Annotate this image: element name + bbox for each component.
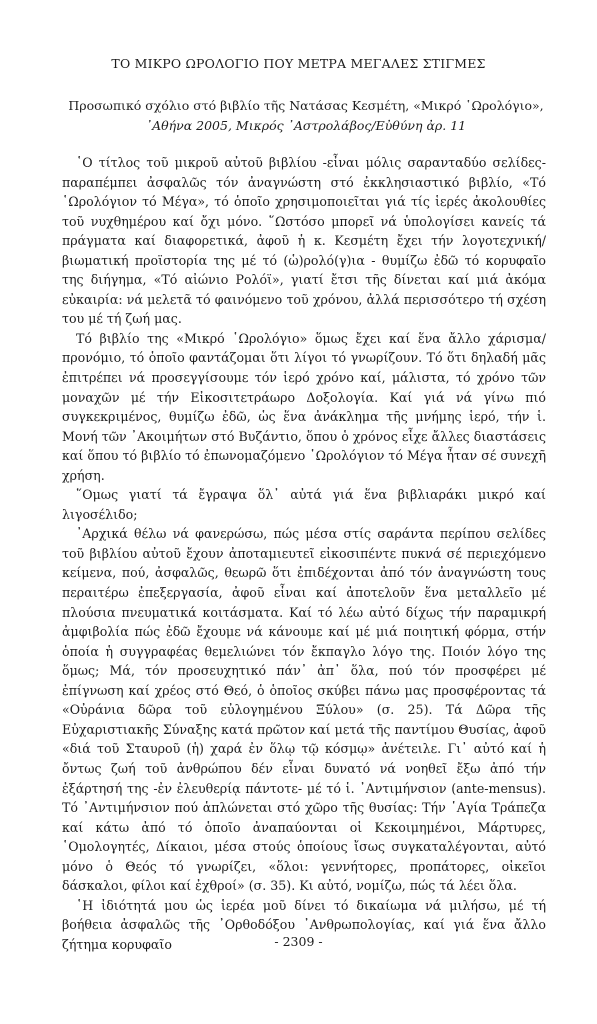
paragraph-3: ῞Ομως γιατί τά ἔγραψα ὅλ᾿ αὐτά γιά ἕνα βιβλιαράκι μικρό καί λιγοσέλιδο; (62, 487, 546, 522)
paragraph-1: ῾Ο τίτλος τοῦ μικροῦ αὐτοῦ βιβλίου -εἶναι μόλις σαρανταδύο σελίδες- παραπέμπει ἀσφαλῶς τόν ἀναγνώστη στό ἐκκλησιαστικό βιβλίο, «Τό ῾Ωρολόγιον τό Μέγα», τό ὁποῖο χρησιμοποιεῖται γιά τίς ἱερές ἀκολουθίες τοῦ νυχθημέρου καί ὄχι μόνο. ῞Ωστόσο μπορεῖ νά ὑπολογίσει κανείς τά πράγματα καί διαφορετικά, ἀφοῦ ἡ κ. Κεσμέτη ἔχει τήν λογοτεχνική/βιωματική προϊστορία της μέ τό (ὡ)ρολό(γ)ια - θυμίζω ἐδῶ τό κορυφαῖο της διήγημα, «Τό αἰώνιο Ρολόϊ», γιατί ἔτσι τῆς δίνεται καί μιά ἀκόμα εὐκαιρία: νά μελετᾶ τό φαινόμενο τοῦ χρόνου, ἀλλά περισσότερο τή σχέση του μέ τή ζωή μας. (62, 155, 546, 327)
subtitle-line-1: Προσωπικό σχόλιο στό βιβλίο τῆς Νατάσας Κεσμέτη, «Μικρό ῾Ωρολόγιο», (68, 98, 544, 113)
subtitle-line-2: ᾿Αθήνα 2005, Μικρός ᾿Αστρολάβος/Εὐθύνη ἀρ. 11 (145, 118, 467, 133)
article-subtitle (55, 96, 557, 136)
paragraph-2: Τό βιβλίο της «Μικρό ῾Ωρολόγιο» ὅμως ἔχει καί ἕνα ἄλλο χάρισμα/προνόμιο, τό ὁποῖο φαντάζομαι ὅτι λίγοι τό γνωρίζουν. Τό ὅτι δηλαδή μᾶς ἐπιτρέπει νά προσεγγίσουμε τόν ἱερό χρόνο καί, μάλιστα, τό χρόνο τῶν μοναχῶν μέ τήν Εἰκοσιτετράωρο Δοξολογία. Καί γιά νά γίνω πιό συγκεκριμένος, θυμίζω ἐδῶ, ὡς ἕνα ἀνάκλημα τῆς μνήμης ἱερό, τήν ἱ. Μονή τῶν ᾿Ακοιμήτων στό Βυζάντιο, ὅπου ὁ χρόνος εἶχε ἄλλες διαστάσεις καί ὅπου τό βιβλίο τό ἐπωνομαζόμενο ῾Ωρολόγιον τό Μέγα ἦταν σέ συνεχῆ χρήση. (62, 330, 546, 483)
article-title: ΤΟ ΜΙΚΡΟ ΩΡΟΛΟΓΙΟ ΠΟΥ ΜΕΤΡΑ ΜΕΓΑΛΕΣ ΣΤΙΓΜΕΣ (111, 56, 486, 71)
paragraph-5: ῾Η ἰδιότητά μου ὡς ἱερέα μοῦ δίνει τό δικαίωμα νά μιλήσω, μέ τή βοήθεια ἀσφαλῶς τῆς ᾿Ορθοδόξου ᾿Ανθρωπολογίας, καί γιά ἕνα ἄλλο ζήτημα κορυφαῖο (62, 897, 546, 952)
page-number: - 2309 - (274, 934, 323, 949)
paragraph-4: ᾿Αρχικά θέλω νά φανερώσω, πώς μέσα στίς σαράντα περίπου σελίδες τοῦ βιβλίου αὐτοῦ ἔχουν ἀποταμιευτεῖ εἰκοσιπέντε πυκνά σέ περιεχόμενο κείμενα, πού, ἀσφαλῶς, θεωρῶ ὅτι ἐπιδέχονται ἀπό τόν ἀναγνώστη τους περαιτέρω ἐπεξεργασία, ἀφοῦ εἶναι καί ἀποτελοῦν ἕνα μεταλλεῖο μέ πλούσια πνευματικά κοιτάσματα. Καί τό λέω αὐτό δίχως τήν παραμικρή ἀμφιβολία πώς ἐδῶ ἔχουμε νά κάνουμε καί μέ μιά ποιητική φόρμα, στήν ὁποία ἡ συγγραφέας θεμελιώνει τόν ἔκπαγλο λόγο της. Ποιόν λόγο της ὅμως; Μά, τόν προσευχητικό πάν᾿ ἀπ᾿ ὅλα, πού τόν προσφέρει μέ ἐπίγνωση καί χρέος στό Θεό, ὁ ὁποῖος σκύβει πάνω μας προσφέροντας τά «Οὐράνια δῶρα τοῦ εὐλογημένου Ξύλου» (σ. 25). Τά Δῶρα τῆς Εὐχαριστιακῆς Σύναξης κατά πρῶτον καί μετά τῆς παντίμου Θυσίας, ἀφοῦ «διά τοῦ Σταυροῦ (ἡ) χαρά ἐν ὅλῳ τῷ κόσμῳ» ἀνέτειλε. Γι᾿ αὐτό καί ἡ ὄντως ζωή τοῦ ἀνθρώπου δέν εἶναι δυνατό νά νοηθεῖ ἔξω ἀπό τήν ἐξάρτησή της -ἐν ἐλευθερίᾳ πάντοτε- μέ τό ἱ. ᾿Αντιμήνσιον (ante-mensus). Τό ᾿Αντιμήνσιον πού ἁπλώνεται στό χῶρο τῆς θυσίας: Τήν ῾Αγία Τράπεζα καί κάτω ἀπό τό ὁποῖο ἀναπαύονται οἱ Κεκοιμημένοι, Μάρτυρες, ῾Ομολογητές, Δίκαιοι, μέσα στούς ὁποίους ἴσως συγκαταλέγονται, αὐτό μόνο ὁ Θεός τό γνωρίζει, «ὅλοι: γεννήτορες, προπάτορες, οἰκεῖοι δάσκαλοι, φίλοι καί ἐχθροί» (σ. 35). Κι αὐτό, νομίζω, πώς τά λέει ὅλα. (62, 526, 546, 894)
article-body (62, 153, 546, 954)
